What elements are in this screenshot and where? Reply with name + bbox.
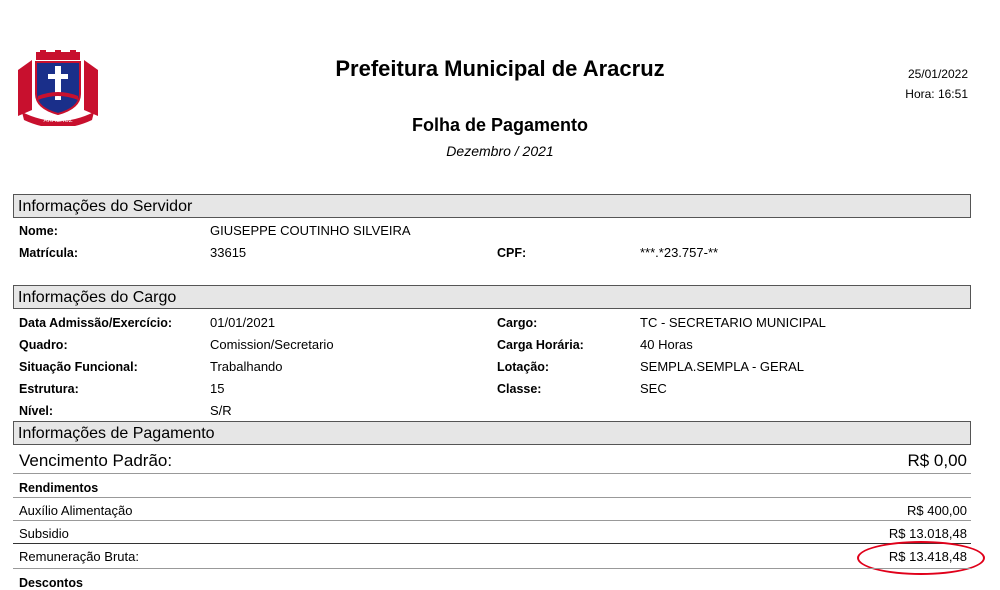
nivel-value: S/R <box>210 403 232 418</box>
logo-ribbon-text: ARACRUZ <box>43 118 73 124</box>
situacao-value: Trabalhando <box>210 359 283 374</box>
lotacao-label: Lotação: <box>497 360 550 374</box>
matricula-value: 33615 <box>210 245 247 260</box>
cpf-label: CPF: <box>497 246 527 260</box>
carga-horaria-value: 40 Horas <box>640 337 693 352</box>
organization-title: Prefeitura Municipal de Aracruz <box>335 56 665 81</box>
vencimento-value: R$ 0,00 <box>907 451 967 470</box>
carga-horaria-label: Carga Horária: <box>497 338 584 352</box>
rendimentos-heading: Rendimentos <box>19 481 99 495</box>
rendimento-item-label: Subsidio <box>19 526 69 541</box>
issue-datetime <box>905 64 968 104</box>
rendimento-item-value: R$ 400,00 <box>907 503 967 518</box>
section-header-pagamento: Informações de Pagamento <box>13 421 971 445</box>
descontos-heading: Descontos <box>19 576 83 590</box>
section-header-cargo: Informações do Cargo <box>13 285 971 309</box>
estrutura-value: 15 <box>210 381 225 396</box>
divider <box>13 568 971 569</box>
document-title: Folha de Pagamento <box>411 115 589 135</box>
divider <box>13 520 971 521</box>
quadro-label: Quadro: <box>19 338 68 352</box>
remuneracao-bruta-label: Remuneração Bruta: <box>19 549 139 564</box>
estrutura-label: Estrutura: <box>19 382 79 396</box>
quadro-value: Comission/Secretario <box>210 337 334 352</box>
lotacao-value: SEMPLA.SEMPLA - GERAL <box>640 359 805 374</box>
divider <box>13 497 971 498</box>
cargo-label: Cargo: <box>497 316 538 330</box>
nivel-label: Nível: <box>19 404 54 418</box>
situacao-label: Situação Funcional: <box>19 360 138 374</box>
issue-date: 25/01/2022 <box>907 67 968 81</box>
cpf-value: ***.*23.757-** <box>640 245 719 260</box>
classe-value: SEC <box>640 381 667 396</box>
rendimento-item-value: R$ 13.018,48 <box>888 526 967 541</box>
rendimento-item-label: Auxílio Alimentação <box>19 503 133 518</box>
nome-value: GIUSEPPE COUTINHO SILVEIRA <box>210 223 411 238</box>
highlight-circle-annotation <box>857 541 985 575</box>
divider <box>13 473 971 474</box>
classe-label: Classe: <box>497 382 542 396</box>
reference-period: Dezembro / 2021 <box>446 143 554 159</box>
admissao-label: Data Admissão/Exercício: <box>19 316 173 330</box>
cargo-value: TC - SECRETARIO MUNICIPAL <box>640 315 826 330</box>
divider <box>13 543 971 544</box>
section-header-servidor: Informações do Servidor <box>13 194 971 218</box>
admissao-value: 01/01/2021 <box>210 315 276 330</box>
vencimento-label: Vencimento Padrão: <box>19 451 173 470</box>
nome-label: Nome: <box>19 224 58 238</box>
issue-time: Hora: 16:51 <box>905 87 968 101</box>
matricula-label: Matrícula: <box>19 246 79 260</box>
remuneracao-bruta-value: R$ 13.418,48 <box>888 549 967 564</box>
